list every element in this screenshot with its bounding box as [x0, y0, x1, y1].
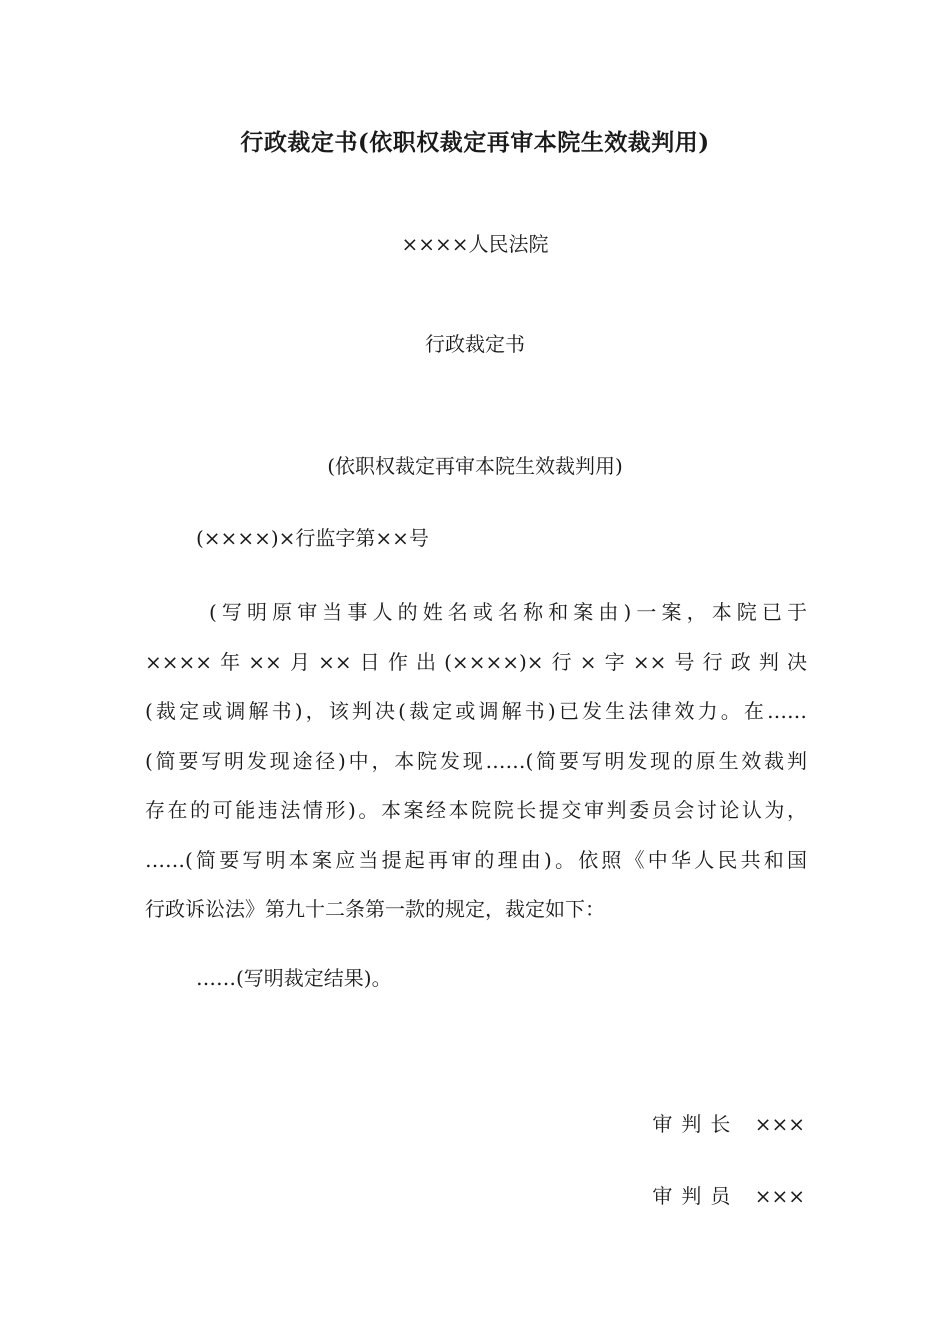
signature-presiding-judge — [652, 1108, 805, 1137]
signature-name: ××× — [754, 1184, 805, 1208]
signature-judge — [652, 1180, 805, 1209]
body-line: (简要写明发现途径)中，本院发现……(简要写明发现的原生效裁判 — [145, 748, 807, 773]
case-number: (××××)×行监字第××号 — [196, 526, 429, 550]
body-line: (写明原审当事人的姓名或名称和案由)一案，本院已于 — [209, 600, 807, 624]
signature-role: 审判长 — [652, 1112, 740, 1136]
document-subtitle: (依职权裁定再审本院生效裁判用) — [327, 454, 623, 478]
signature-name: ××× — [754, 1112, 805, 1136]
document-type: 行政裁定书 — [425, 332, 525, 356]
document-title: 行政裁定书(依职权裁定再审本院生效裁判用) — [240, 129, 710, 156]
body-line: 存在的可能违法情形)。本案经本院院长提交审判委员会讨论认为， — [145, 798, 807, 822]
body-paragraph — [145, 588, 807, 935]
ruling-text: ……(写明裁定结果)。 — [196, 966, 392, 990]
court-name: ××××人民法院 — [401, 232, 549, 256]
signature-role: 审判员 — [652, 1184, 740, 1208]
body-line: ××××年××月××日作出(××××)×行×字××号行政判决 — [145, 649, 807, 674]
body-line: (裁定或调解书)，该判决(裁定或调解书)已发生法律效力。在…… — [145, 699, 807, 723]
body-line: ……(简要写明本案应当提起再审的理由)。依照《中华人民共和国 — [145, 847, 807, 872]
body-line: 行政诉讼法》第九十二条第一款的规定，裁定如下： — [145, 897, 605, 921]
